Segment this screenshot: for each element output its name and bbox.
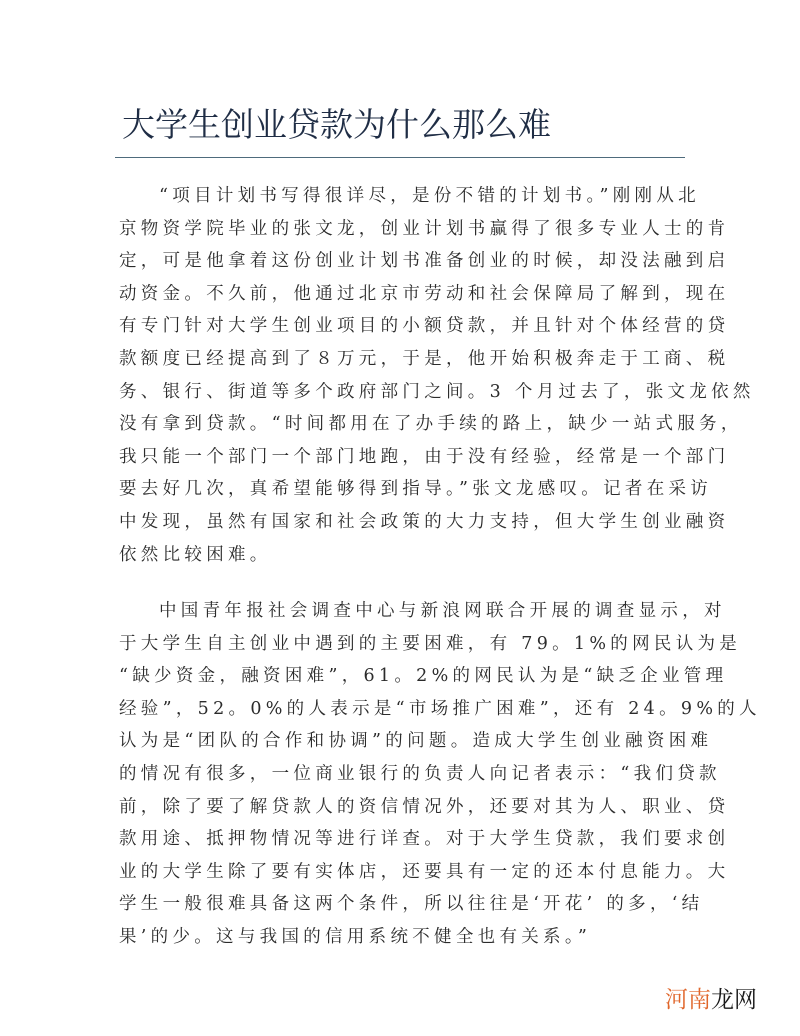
text-line: 有专门针对大学生创业项目的小额贷款，并且针对个体经营的贷	[119, 316, 730, 337]
text-line: 经验”，52。0%的人表示是“市场推广困难”，还有 24。9%的人	[119, 698, 761, 719]
text-line: 没有拿到贷款。“时间都用在了办手续的路上，缺少一站式服务，	[119, 414, 743, 435]
paragraph-1	[119, 180, 755, 571]
document-title: 大学生创业贷款为什么那么难	[122, 105, 551, 144]
text-line: “项目计划书写得很详尽，是份不错的计划书。”刚刚从北	[159, 186, 700, 206]
text-line: 认为是“团队的合作和协调”的问题。造成大学生创业融资困难	[119, 731, 713, 752]
text-line: 定，可是他拿着这份创业计划书准备创业的时候，却没法融到启	[119, 251, 730, 272]
text-line: 果’的少。这与我国的信用系统不健全也有关系。”	[119, 926, 592, 947]
text-line: 务、银行、街道等多个政府部门之间。3 个月过去了，张文龙依然	[119, 381, 755, 402]
text-line: 要去好几次，真希望能够得到指导。”张文龙感叹。记者在采访	[119, 479, 713, 500]
text-line: 动资金。不久前，他通过北京市劳动和社会保障局了解到，现在	[119, 283, 730, 304]
watermark-accent-text: 河南	[665, 987, 711, 1013]
text-line: 前，除了要了解贷款人的资信情况外，还要对其为人、职业、贷	[119, 796, 730, 817]
text-line: 我只能一个部门一个部门地跑，由于没有经验，经常是一个部门	[119, 446, 730, 467]
text-line: 中发现，虽然有国家和社会政策的大力支持，但大学生创业融资	[119, 511, 730, 532]
text-line: 京物资学院毕业的张文龙，创业计划书赢得了很多专业人士的肯	[119, 218, 730, 239]
text-line: 依然比较困难。	[119, 544, 272, 565]
text-line: 款额度已经提高到了８万元，于是，他开始积极奔走于工商、税	[119, 348, 730, 369]
text-line: “缺少资金，融资困难”，61。2%的网民认为是“缺乏企业管理	[119, 666, 728, 687]
watermark-dark-text: 龙网	[711, 987, 757, 1013]
title-divider	[115, 157, 685, 158]
paragraph-2	[119, 595, 761, 954]
text-line: 款用途、抵押物情况等进行详查。对于大学生贷款，我们要求创	[119, 829, 730, 850]
text-line: 中国青年报社会调查中心与新浪网联合开展的调查显示，对	[159, 601, 726, 621]
text-line: 学生一般很难具备这两个条件，所以往往是‘开花’ 的多，‘结	[119, 894, 704, 915]
text-line: 于大学生自主创业中遇到的主要困难，有 79。1%的网民认为是	[119, 633, 742, 654]
text-line: 的情况有很多，一位商业银行的负责人向记者表示：“我们贷款	[119, 763, 721, 784]
site-watermark	[665, 985, 757, 1015]
text-line: 业的大学生除了要有实体店，还要具有一定的还本付息能力。大	[119, 861, 730, 882]
